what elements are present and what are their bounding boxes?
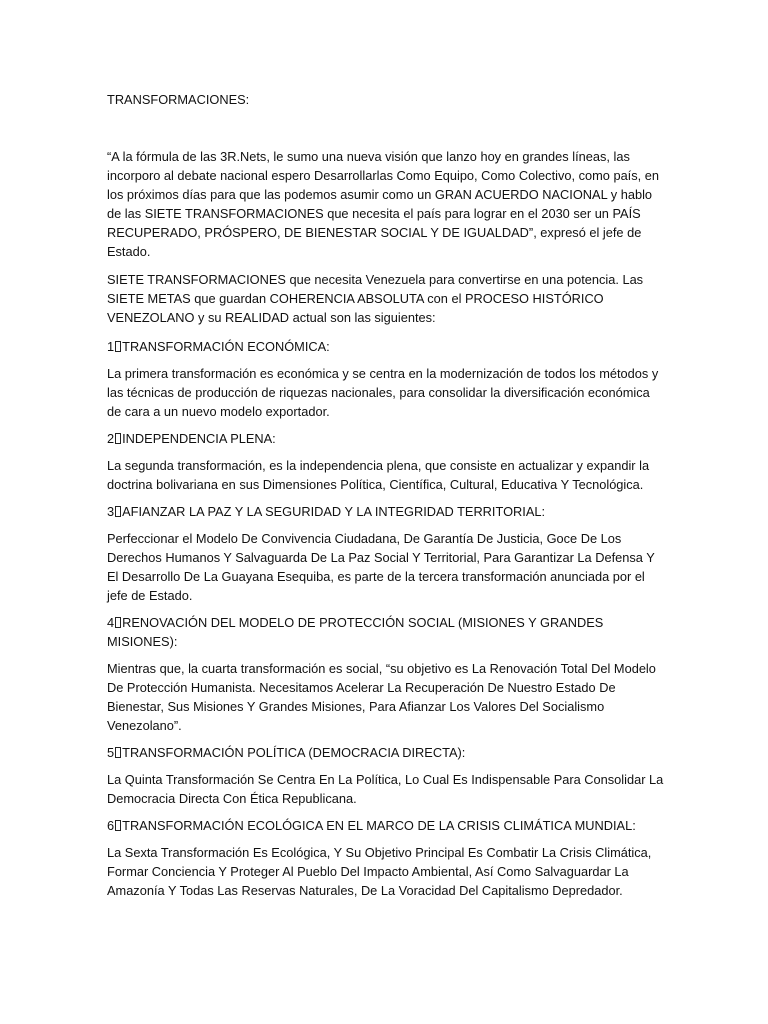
section-heading-text: TRANSFORMACIÓN POLÍTICA (DEMOCRACIA DIRECTA): xyxy=(122,745,466,760)
missing-glyph-box-icon xyxy=(115,506,121,517)
section-heading xyxy=(107,743,665,762)
section-heading xyxy=(107,337,665,356)
missing-glyph-box-icon xyxy=(115,341,121,352)
section-number: 1 xyxy=(107,339,115,354)
section-number: 4 xyxy=(107,615,115,630)
section-body: La segunda transformación, es la independencia plena, que consiste en actualizar y expandir la doctrina bolivariana en sus Dimensiones Política, Científica, Cultural, Educativa Y Tecnológica. xyxy=(107,458,650,492)
section-number: 5 xyxy=(107,745,115,760)
section-body: La primera transformación es económica y se centra en la modernización de todos los métodos y las técnicas de producción de riquezas nacionales, para consolidar la diversificación económica de cara a un nuevo modelo exportador. xyxy=(107,366,659,419)
section-heading xyxy=(107,816,665,835)
section-body: Mientras que, la cuarta transformación es social, “su objetivo es La Renovación Total Del Modelo De Protección Humanista. Necesitamos Acelerar La Recuperación De Nuestro Estado De Bienestar, Sus Misiones Y Grandes Misiones, Para Afianzar Los Valores Del Socialismo Venezolano”. xyxy=(107,661,656,733)
section-heading-text: AFIANZAR LA PAZ Y LA SEGURIDAD Y LA INTEGRIDAD TERRITORIAL: xyxy=(122,504,546,519)
intro-quote-paragraph: “A la fórmula de las 3R.Nets, le sumo una nueva visión que lanzo hoy en grandes líneas, las incorporo al debate nacional espero Desarrollarlas Como Equipo, Como Colectivo, como país, en los próximos días para que las podemos asumir como un GRAN ACUERDO NACIONAL y hablo de las SIETE TRANSFORMACIONES que necesita el país para lograr en el 2030 ser un PAÍS RECUPERADO, PRÓSPERO, DE BIENESTAR SOCIAL Y DE IGUALDAD”, expresó el jefe de Estado. xyxy=(107,149,659,259)
section-heading-text: TRANSFORMACIÓN ECOLÓGICA EN EL MARCO DE LA CRISIS CLIMÁTICA MUNDIAL: xyxy=(122,818,636,833)
missing-glyph-box-icon xyxy=(115,820,121,831)
intro-summary-paragraph: SIETE TRANSFORMACIONES que necesita Venezuela para convertirse en una potencia. Las SIETE METAS que guardan COHERENCIA ABSOLUTA con el PROCESO HISTÓRICO VENEZOLANO y su REALIDAD actual son las siguientes: xyxy=(107,272,644,325)
section-body: La Quinta Transformación Se Centra En La Política, Lo Cual Es Indispensable Para Consolidar La Democracia Directa Con Ética Republicana. xyxy=(107,772,664,806)
section-number: 6 xyxy=(107,818,115,833)
section-number: 2 xyxy=(107,431,115,446)
document-title: TRANSFORMACIONES: xyxy=(107,92,250,107)
section-heading-text: INDEPENDENCIA PLENA: xyxy=(122,431,276,446)
missing-glyph-box-icon xyxy=(115,747,121,758)
section-heading xyxy=(107,613,665,651)
section-body: Perfeccionar el Modelo De Convivencia Ciudadana, De Garantía De Justicia, Goce De Los Derechos Humanos Y Salvaguarda De La Paz Social Y Territorial, Para Garantizar La Defensa Y El Desarrollo De La Guayana Esequiba, es parte de la tercera transformación anunciada por el jefe de Estado. xyxy=(107,531,655,603)
section-heading xyxy=(107,429,665,448)
section-heading-text: RENOVACIÓN DEL MODELO DE PROTECCIÓN SOCIAL (MISIONES Y GRANDES MISIONES): xyxy=(107,615,604,649)
section-heading xyxy=(107,502,665,521)
missing-glyph-box-icon xyxy=(115,617,121,628)
missing-glyph-box-icon xyxy=(115,433,121,444)
document-page xyxy=(107,90,665,908)
section-heading-text: TRANSFORMACIÓN ECONÓMICA: xyxy=(122,339,330,354)
section-number: 3 xyxy=(107,504,115,519)
transformations-list xyxy=(107,337,665,900)
section-body: La Sexta Transformación Es Ecológica, Y Su Objetivo Principal Es Combatir La Crisis Climática, Formar Conciencia Y Proteger Al Pueblo Del Impacto Ambiental, Así Como Salvaguardar La Amazonía Y Todas Las Reservas Naturales, De La Voracidad Del Capitalismo Depredador. xyxy=(107,845,652,898)
